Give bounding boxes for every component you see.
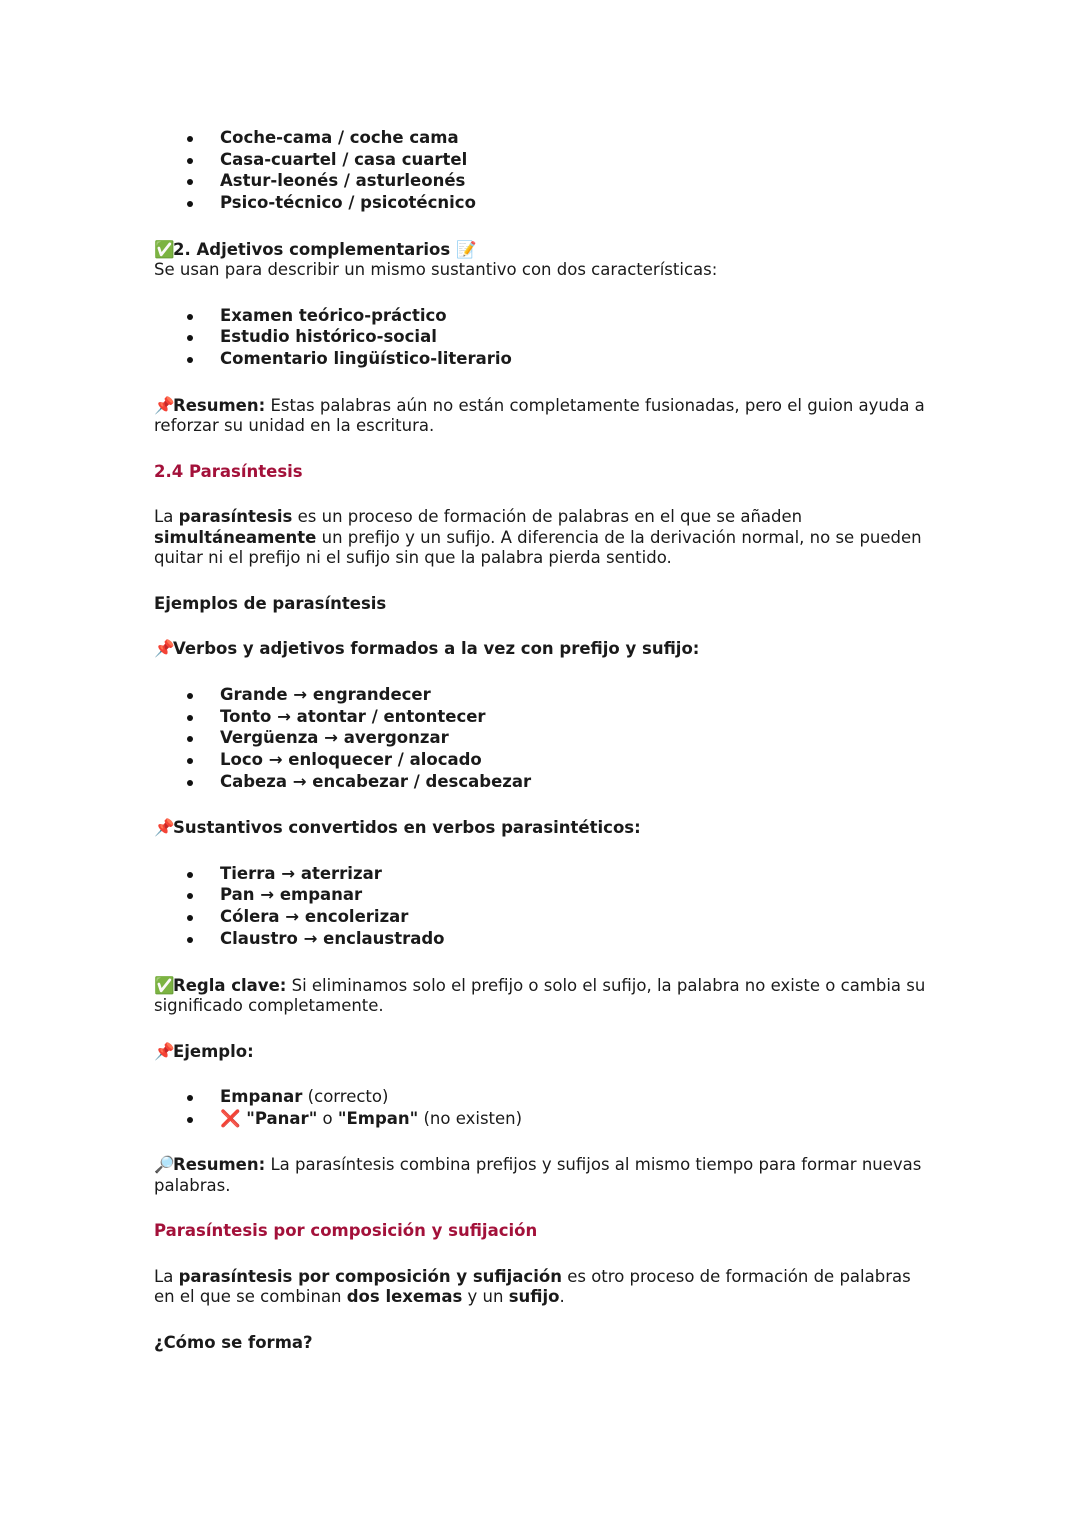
pushpin-icon: 📌 [154,818,175,838]
list-item: Comentario lingüístico-literario [154,349,934,371]
list-item: Tonto → atontar / entontecer [154,707,934,729]
verbos-heading: 📌Verbos y adjetivos formados a la vez con prefijo y sufijo: [154,639,700,659]
list-item: Cólera → encolerizar [154,907,934,929]
section-title: Parasíntesis por composición y sufijación [154,1221,538,1241]
list-item: Cabeza → encabezar / descabezar [154,772,934,794]
pushpin-icon: 📌 [154,1041,175,1061]
adjetivos-heading: ✅2. Adjetivos complementarios 📝 [154,239,477,259]
ejemplo-list [154,1087,934,1130]
magnifier-icon: 🔎 [154,1155,175,1175]
list-item: Estudio histórico-social [154,327,934,349]
list-item: Grande → engrandecer [154,685,934,707]
pushpin-icon: 📌 [154,395,175,415]
pushpin-icon: 📌 [154,639,175,659]
composicion-intro: La parasíntesis por composición y sufijación es otro proceso de formación de palabras en el que se combinan dos lexemas y un sufijo. [154,1266,911,1307]
list-item: ❌ "Panar" o "Empan" (no existen) [154,1109,934,1131]
list-item: Casa-cuartel / casa cuartel [154,150,934,172]
sustantivos-list [154,864,934,951]
list-item: Loco → enloquecer / alocado [154,750,934,772]
list-item: Astur-leonés / asturleonés [154,171,934,193]
document-page [154,128,934,1353]
list-item: Coche-cama / coche cama [154,128,934,150]
list-item: Tierra → aterrizar [154,864,934,886]
section-title: 2.4 Parasíntesis [154,461,303,481]
sustantivos-heading: 📌Sustantivos convertidos en verbos parasintéticos: [154,818,641,838]
adjetivos-description: Se usan para describir un mismo sustantivo con dos características: [154,260,718,280]
resumen-paragraph: 🔎Resumen: La parasíntesis combina prefijos y sufijos al mismo tiempo para formar nuevas palabras. [154,1155,922,1195]
list-item: Vergüenza → avergonzar [154,728,934,750]
ejemplo-heading: 📌Ejemplo: [154,1041,254,1061]
memo-icon: 📝 [455,239,477,259]
list-item: Pan → empanar [154,885,934,907]
ejemplos-heading: Ejemplos de parasíntesis [154,593,387,613]
list-item: Empanar (correcto) [154,1087,934,1109]
list-item: Claustro → enclaustrado [154,929,934,951]
regla-paragraph: ✅Regla clave: Si eliminamos solo el prefijo o solo el sufijo, la palabra no existe o cambia su significado completamente. [154,975,926,1015]
adjetivos-list [154,306,934,371]
check-icon: ✅ [154,239,175,259]
resumen-paragraph: 📌Resumen: Estas palabras aún no están completamente fusionadas, pero el guion ayuda a reforzar su unidad en la escritura. [154,395,925,436]
list-item: Examen teórico-práctico [154,306,934,328]
parasintesis-intro: La parasíntesis es un proceso de formación de palabras en el que se añaden simultáneamente un prefijo y un sufijo. A diferencia de la derivación normal, no se pueden quitar ni el prefijo ni el sufijo sin que la palabra pierda sentido. [154,507,922,568]
list-item: Psico-técnico / psicotécnico [154,193,934,215]
compound-list [154,128,934,215]
como-heading: ¿Cómo se forma? [154,1332,313,1352]
check-icon: ✅ [154,975,175,995]
verbos-list [154,685,934,793]
cross-icon: ❌ [220,1108,241,1128]
